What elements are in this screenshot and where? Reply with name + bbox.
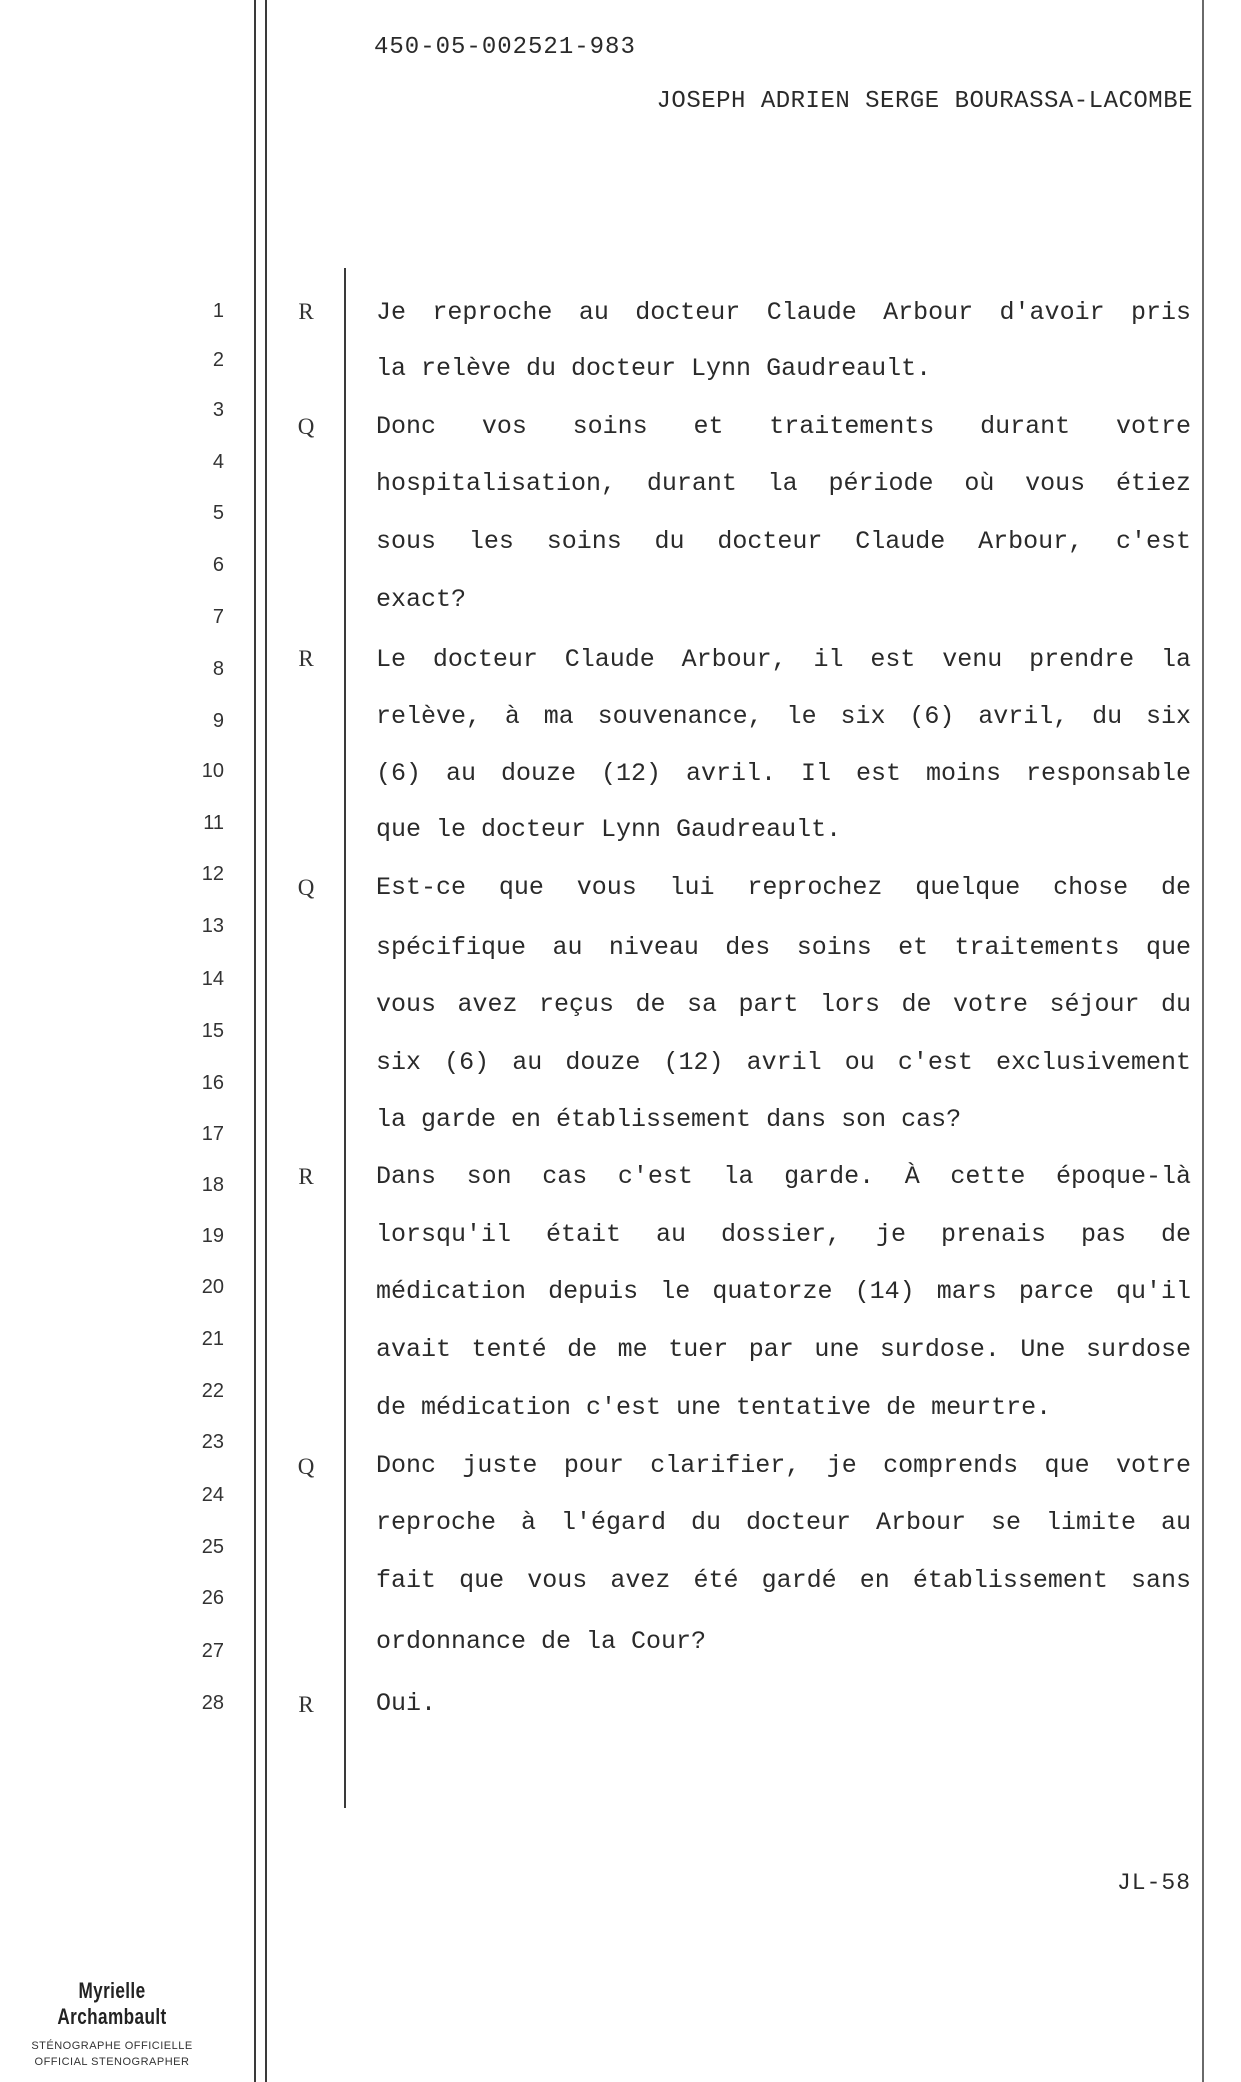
testimony-line: Le docteur Claude Arbour, il est venu prendre la <box>376 645 1191 674</box>
line-number: 25 <box>201 1536 224 1558</box>
testimony-line: avait tenté de me tuer par une surdose. Une surdose <box>376 1335 1191 1364</box>
line-number: 13 <box>201 915 224 937</box>
speaker-label: R <box>298 646 314 671</box>
testimony-line: relève, à ma souvenance, le six (6) avril, du six <box>376 702 1191 731</box>
line-number: 5 <box>212 502 224 524</box>
testimony-line: hospitalisation, durant la période où vous étiez <box>376 469 1191 498</box>
line-number: 23 <box>201 1431 224 1453</box>
stenographer-stamp <box>12 1978 212 2068</box>
testimony-line: Je reproche au docteur Claude Arbour d'avoir pris <box>376 298 1191 327</box>
case-number: 450-05-002521-983 <box>374 34 636 61</box>
line-number: 2 <box>212 349 224 371</box>
speaker-label: Q <box>297 414 315 439</box>
line-number: 15 <box>201 1020 224 1042</box>
line-number: 11 <box>203 812 224 834</box>
line-number: 18 <box>201 1174 224 1196</box>
testimony-line: de médication c'est une tentative de meurtre. <box>376 1393 1052 1422</box>
speaker-column-rule <box>344 268 346 1808</box>
testimony-line: lorsqu'il était au dossier, je prenais pas de <box>376 1220 1191 1249</box>
line-number: 19 <box>201 1225 224 1247</box>
stenographer-name: Myrielle Archambault <box>57 1978 167 2029</box>
testimony-line: exact? <box>376 585 467 614</box>
testimony-line: médication depuis le quatorze (14) mars parce qu'il <box>376 1277 1191 1306</box>
margin-rule-right <box>1202 0 1204 2082</box>
testimony-line: spécifique au niveau des soins et traitements que <box>376 933 1191 962</box>
testimony-line: Donc vos soins et traitements durant votre <box>376 412 1191 441</box>
line-number: 16 <box>201 1072 224 1094</box>
line-number: 17 <box>201 1123 224 1145</box>
speaker-label: R <box>298 1164 314 1189</box>
line-number: 10 <box>201 760 224 782</box>
line-number: 8 <box>212 658 224 680</box>
testimony-line: reproche à l'égard du docteur Arbour se limite au <box>376 1508 1191 1537</box>
line-number: 4 <box>212 451 224 473</box>
margin-rule-left-inner <box>265 0 267 2082</box>
line-number: 7 <box>212 606 224 628</box>
line-number: 12 <box>201 863 224 885</box>
speaker-label: R <box>298 299 314 324</box>
speaker-label: R <box>298 1692 314 1717</box>
testimony-line: la relève du docteur Lynn Gaudreault. <box>376 354 932 383</box>
line-number: 21 <box>201 1328 224 1350</box>
speaker-label: Q <box>297 1454 315 1479</box>
testimony-line: la garde en établissement dans son cas? <box>376 1105 962 1134</box>
testimony-line: fait que vous avez été gardé en établissement sans <box>376 1566 1191 1595</box>
line-number: 22 <box>201 1380 224 1402</box>
testimony-line: sous les soins du docteur Claude Arbour, c'est <box>376 527 1191 556</box>
margin-rule-left-outer <box>254 0 256 2082</box>
line-number: 20 <box>201 1276 224 1298</box>
line-number: 9 <box>212 710 224 732</box>
witness-name: JOSEPH ADRIEN SERGE BOURASSA-LACOMBE <box>656 88 1193 115</box>
line-number: 26 <box>201 1587 224 1609</box>
line-number: 1 <box>212 300 224 322</box>
testimony-line: Donc juste pour clarifier, je comprends que votre <box>376 1451 1191 1480</box>
line-number: 3 <box>212 399 224 421</box>
testimony-line: Est-ce que vous lui reprochez quelque chose de <box>376 873 1191 902</box>
line-number: 6 <box>212 554 224 576</box>
testimony-line: Dans son cas c'est la garde. À cette époque-là <box>376 1162 1191 1191</box>
testimony-line: (6) au douze (12) avril. Il est moins responsable <box>376 759 1191 788</box>
line-number: 28 <box>201 1692 224 1714</box>
line-number: 24 <box>201 1484 224 1506</box>
page-id: JL-58 <box>1116 1870 1191 1896</box>
stenographer-title-en: OFFICIAL STENOGRAPHER <box>34 2056 190 2068</box>
testimony-line: Oui. <box>376 1689 437 1718</box>
line-number: 27 <box>201 1640 224 1662</box>
line-number: 14 <box>201 968 224 990</box>
testimony-line: ordonnance de la Cour? <box>376 1627 707 1656</box>
testimony-line: que le docteur Lynn Gaudreault. <box>376 815 842 844</box>
testimony-line: vous avez reçus de sa part lors de votre séjour du <box>376 990 1191 1019</box>
speaker-label: Q <box>297 875 315 900</box>
testimony-line: six (6) au douze (12) avril ou c'est exclusivement <box>376 1048 1191 1077</box>
stenographer-title-fr: STÉNOGRAPHE OFFICIELLE <box>31 2040 193 2052</box>
